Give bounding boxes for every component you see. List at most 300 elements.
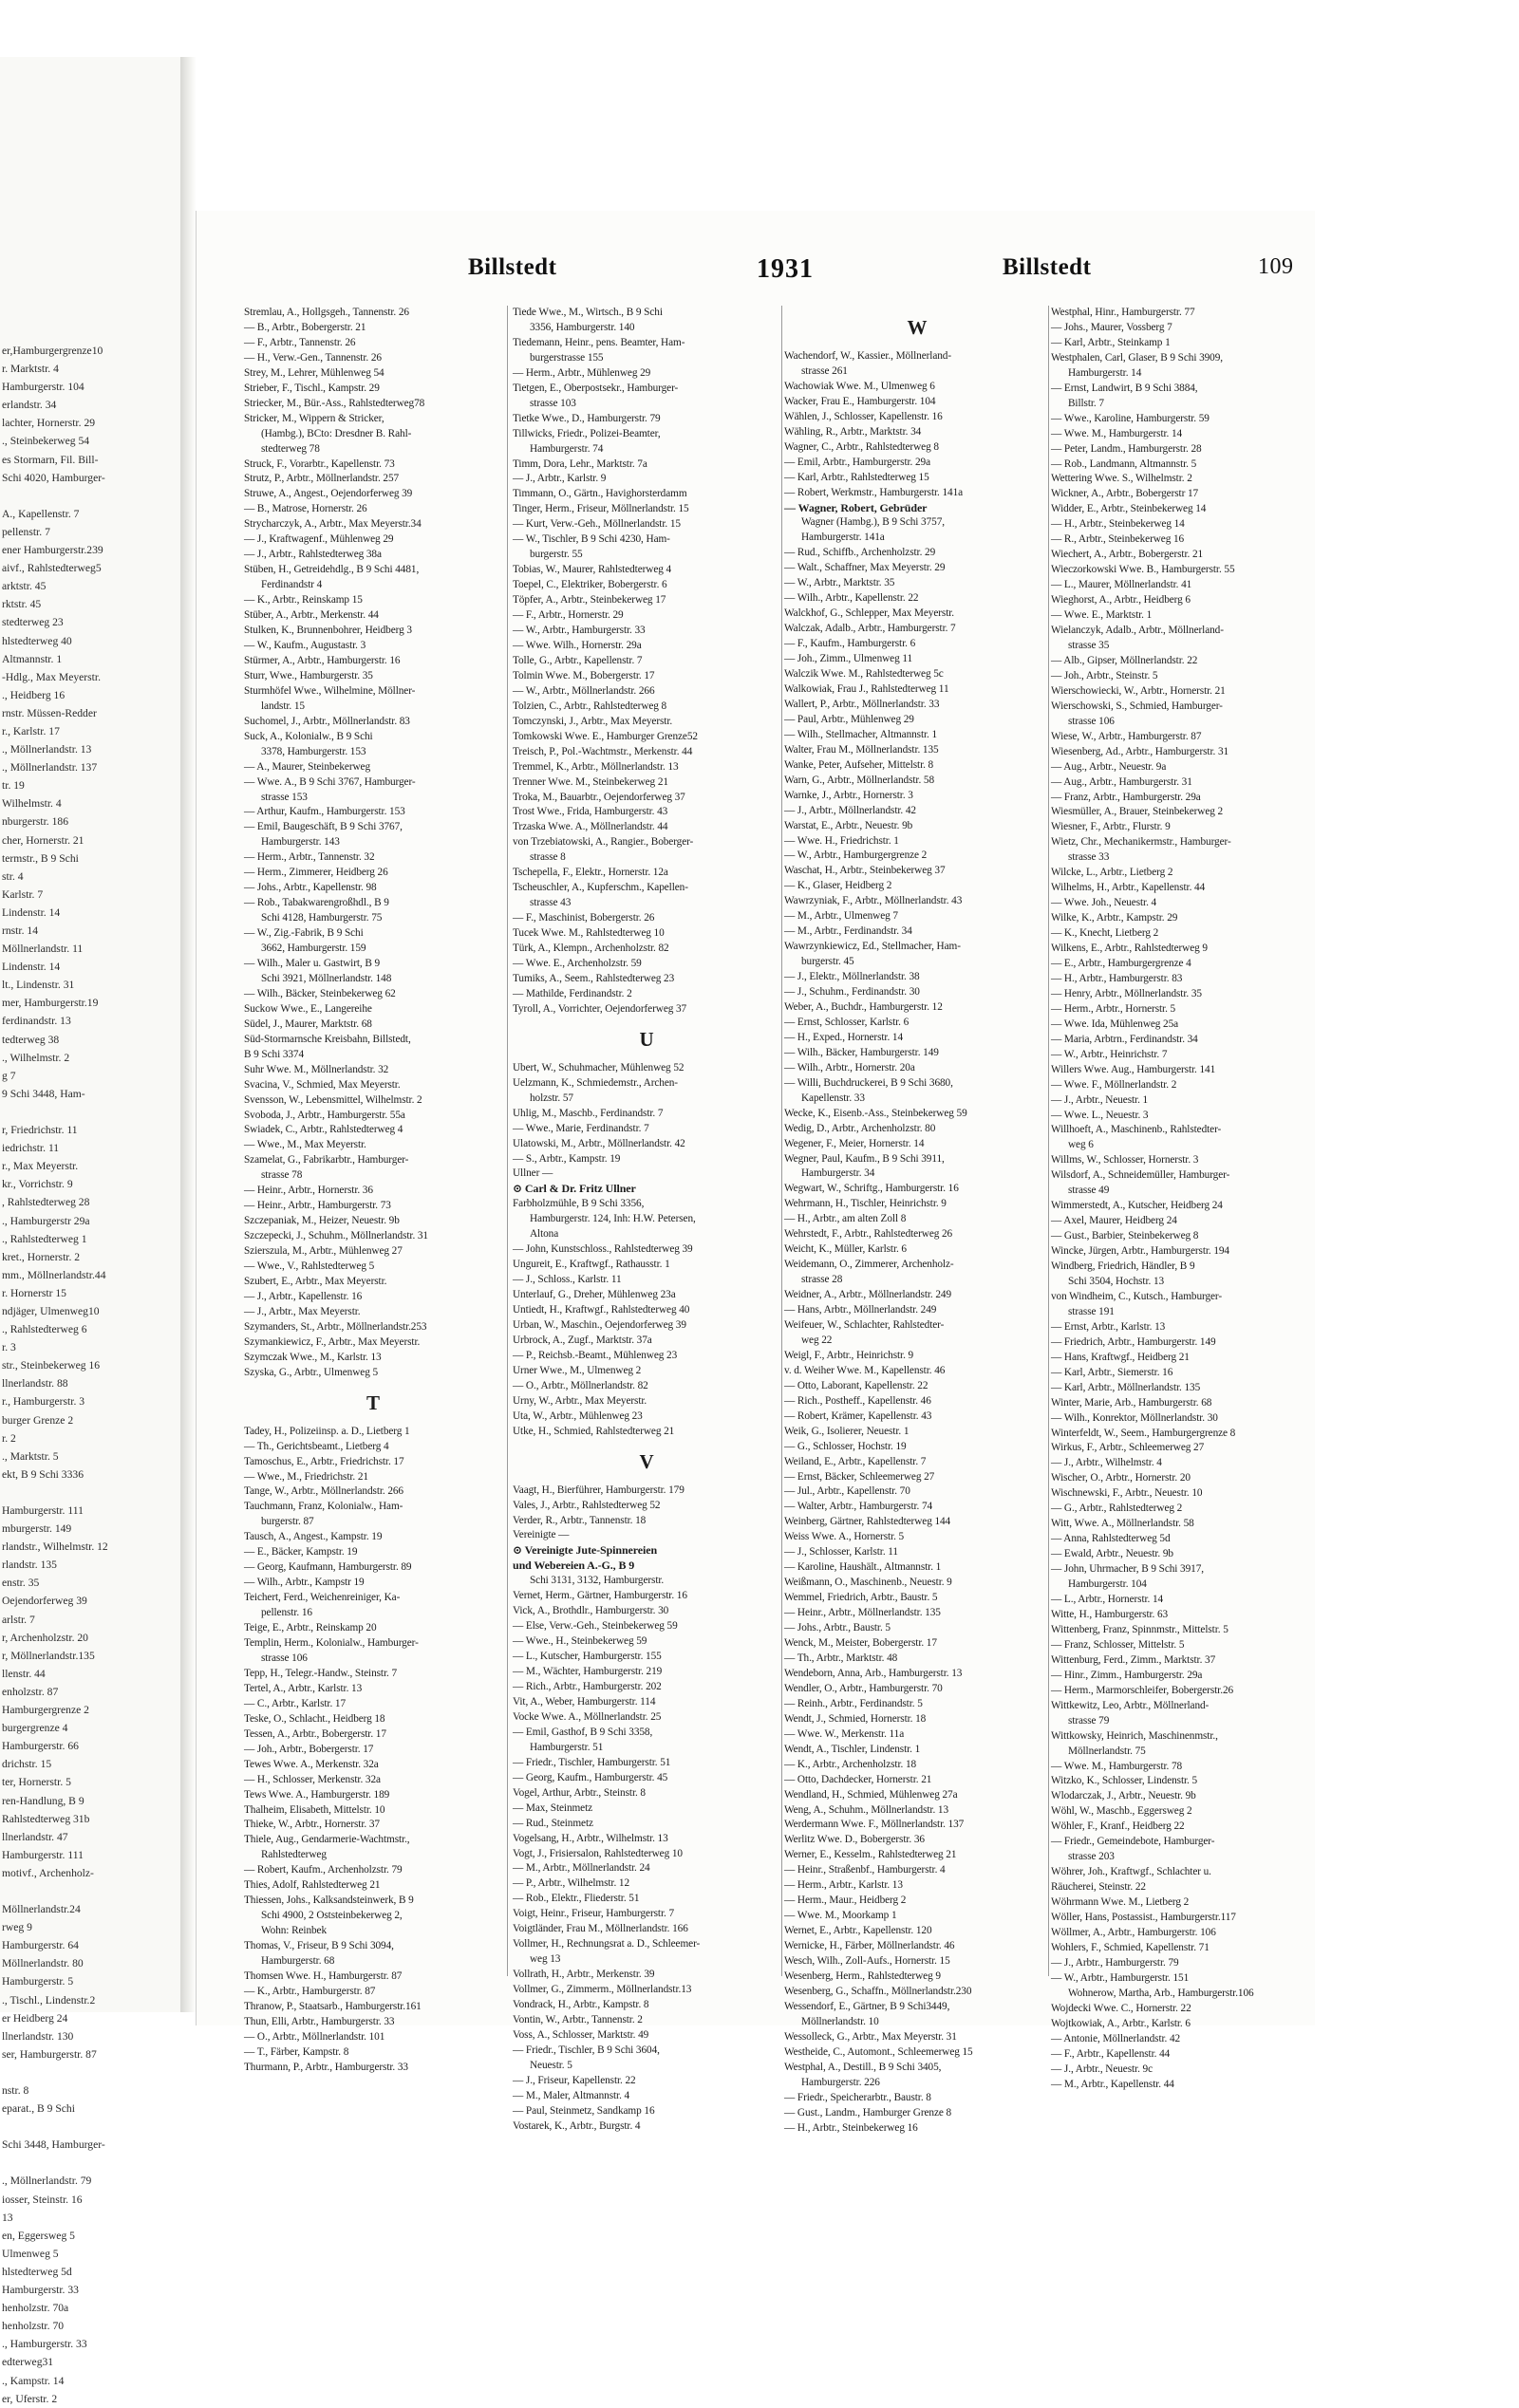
- directory-entry: — J., Arbtr., Karlstr. 9: [513, 473, 607, 485]
- directory-entry: Vollmer, G., Zimmerm., Möllnerlandstr.13: [513, 1984, 692, 1996]
- directory-entry: Wohlers, F., Schmied, Kapellenstr. 71: [1051, 1941, 1210, 1953]
- directory-entry: Hamburgerstr. 34: [801, 1167, 875, 1180]
- directory-entry: Trenner Wwe. M., Steinbekerweg 21: [513, 775, 668, 788]
- directory-entry: Wielanczyk, Adalb., Arbtr., Möllnerland-: [1051, 625, 1224, 637]
- directory-entry: Witzko, K., Schlosser, Lindenstr. 5: [1051, 1775, 1198, 1787]
- directory-entry: Hamburgerstr. 104: [1068, 1578, 1147, 1591]
- directory-entry: Hamburgerstr. 124, Inh: H.W. Petersen,: [530, 1213, 696, 1225]
- directory-entry: weg 13: [530, 1953, 561, 1966]
- page-number: 109: [1258, 254, 1294, 279]
- directory-entry: Tolmin Wwe. M., Bobergerstr. 17: [513, 669, 655, 681]
- directory-entry: Wendt, A., Tischler, Lindenstr. 1: [784, 1743, 921, 1755]
- directory-entry: — J., Friseur, Kapellenstr. 22: [513, 2074, 636, 2086]
- directory-entry: — Rob., Elektr., Fliederstr. 51: [513, 1893, 640, 1905]
- previous-page-line: nstr. 8: [2, 2084, 29, 2097]
- directory-entry: Tange, W., Arbtr., Möllnerlandstr. 266: [244, 1485, 403, 1498]
- previous-page-line: ., Wilhelmstr. 2: [2, 1051, 70, 1064]
- directory-entry: Werdermann Wwe. F., Möllnerlandstr. 137: [784, 1819, 965, 1831]
- directory-entry: Voss, A., Schlosser, Marktstr. 49: [513, 2028, 649, 2041]
- directory-entry: Tewes Wwe. A., Merkenstr. 32a: [244, 1758, 379, 1770]
- section-letter: W: [907, 316, 928, 339]
- directory-entry: Wiesmüller, A., Brauer, Steinbekerweg 2: [1051, 806, 1224, 818]
- directory-entry: pellenstr. 16: [261, 1607, 312, 1619]
- directory-entry: Altona: [530, 1228, 559, 1241]
- directory-entry: Suhr Wwe. M., Möllnerlandstr. 32: [244, 1063, 389, 1075]
- directory-entry: — Heinr., Arbtr., Hornerstr. 36: [244, 1185, 373, 1197]
- previous-page-line: ., Hamburgerstr. 33: [2, 2338, 87, 2351]
- directory-entry: Sturmhöfel Wwe., Wilhelmine, Möllner-: [244, 684, 416, 697]
- directory-entry: Wessendorf, E., Gärtner, B 9 Schi3449,: [784, 2000, 950, 2012]
- directory-entry: — B., Arbtr., Bobergerstr. 21: [244, 321, 366, 333]
- previous-page-line: kr., Vorrichstr. 9: [2, 1178, 73, 1191]
- directory-entry: strasse 191: [1068, 1305, 1115, 1317]
- directory-entry: Wohn: Reinbek: [261, 1925, 328, 1937]
- directory-entry: Wagner, C., Arbtr., Rahlstedterweg 8: [784, 440, 939, 453]
- previous-page-line: ., Steinbekerweg 54: [2, 435, 90, 448]
- directory-entry: Strutz, P., Arbtr., Möllnerlandstr. 257: [244, 473, 400, 485]
- previous-page-line: pellenstr. 7: [2, 525, 50, 538]
- directory-entry: — W., Arbtr., Hamburgergrenze 2: [784, 849, 928, 862]
- directory-entry: Vostarek, K., Arbtr., Burgstr. 4: [513, 2119, 641, 2132]
- previous-page-line: Möllnerlandstr.24: [2, 1903, 81, 1916]
- previous-page-line: cher, Hornerstr. 21: [2, 833, 84, 847]
- previous-page-line: [2, 2063, 175, 2081]
- previous-page-line: , Rahlstedterweg 28: [2, 1196, 90, 1209]
- previous-page-line: henholzstr. 70a: [2, 2302, 69, 2315]
- directory-entry: Vernet, Herm., Gärtner, Hamburgerstr. 16: [513, 1590, 687, 1602]
- directory-entry: Strycharczyk, A., Arbtr., Max Meyerstr.34: [244, 518, 422, 531]
- directory-entry: Szierszula, M., Arbtr., Mühlenweg 27: [244, 1245, 403, 1258]
- directory-entry: Westphal, Hinr., Hamburgerstr. 77: [1051, 307, 1195, 318]
- directory-entry: Tscheuschler, A., Kupferschm., Kapellen-: [513, 882, 688, 894]
- directory-entry: — Wwe. E., Marktstr. 1: [1051, 609, 1153, 622]
- directory-entry: Thun, Elli, Arbtr., Hamburgerstr. 33: [244, 2015, 395, 2027]
- directory-entry: Vontin, W., Arbtr., Tannenstr. 2: [513, 2013, 643, 2025]
- section-letter: V: [639, 1449, 654, 1473]
- directory-entry: Voigt, Heinr., Friseur, Hamburgerstr. 7: [513, 1908, 675, 1920]
- directory-entry: Wegener, F., Meier, Hornerstr. 14: [784, 1137, 925, 1149]
- directory-entry: strasse 106: [1068, 715, 1115, 727]
- directory-entry: — Ernst, Arbtr., Karlstr. 13: [1051, 1320, 1166, 1333]
- directory-entry: — Robert, Werkmstr., Hamburgerstr. 141a: [784, 486, 964, 498]
- directory-entry: Strey, M., Lehrer, Mühlenweg 54: [244, 366, 384, 379]
- directory-entry: Ferdinandstr 4: [261, 579, 323, 591]
- page-header-year: 1931: [757, 254, 814, 284]
- previous-page-line: r., Hamburgerstr. 3: [2, 1395, 85, 1409]
- directory-entry: — Wilh., Maler u. Gastwirt, B 9: [244, 957, 381, 969]
- directory-entry: Untiedt, H., Kraftwgf., Rahlstedterweg 40: [513, 1304, 690, 1316]
- directory-entry: Unterlauf, G., Dreher, Mühlenweg 23a: [513, 1289, 676, 1301]
- directory-entry: Ulatowski, M., Arbtr., Möllnerlandstr. 42: [513, 1137, 685, 1149]
- directory-entry: Szubert, E., Arbtr., Max Meyerstr.: [244, 1276, 387, 1287]
- section-letter: U: [639, 1027, 654, 1051]
- directory-entry: Stricker, M., Wippern & Stricker,: [244, 412, 384, 424]
- directory-entry: burgerstrasse 155: [530, 351, 604, 364]
- directory-entry: — Wwe. L., Neuestr. 3: [1051, 1109, 1149, 1121]
- directory-entry: — Herm., Arbtr., Karlstr. 13: [784, 1879, 903, 1892]
- directory-entry: strasse 103: [530, 397, 576, 409]
- directory-entry: Tepp, H., Telegr.-Handw., Steinstr. 7: [244, 1667, 398, 1679]
- previous-page-line: r, Archenholzstr. 20: [2, 1631, 88, 1644]
- directory-entry: — Georg, Kaufmann, Hamburgerstr. 89: [244, 1561, 412, 1574]
- directory-entry-highlight: und Webereien A.-G., B 9: [513, 1559, 635, 1573]
- previous-page-line: Möllnerlandstr. 80: [2, 1957, 84, 1970]
- directory-entry: Wilsdorf, A., Schneidemüller, Hamburger-: [1051, 1169, 1230, 1182]
- directory-entry: — John, Kunstschloss., Rahlstedterweg 39: [513, 1243, 693, 1256]
- directory-entry: Willhoeft, A., Maschinenb., Rahlstedter-: [1051, 1124, 1222, 1136]
- previous-page-line: er, Uferstr. 2: [2, 2392, 58, 2405]
- directory-entry: — Friedr., Gemeindebote, Hamburger-: [1051, 1836, 1215, 1848]
- directory-entry: — J., Kraftwagenf., Mühlenweg 29: [244, 533, 394, 546]
- directory-entry: Wilcke, L., Arbtr., Lietberg 2: [1051, 867, 1173, 879]
- directory-entry: — Robert, Krämer, Kapellenstr. 43: [784, 1409, 932, 1422]
- previous-page-line: mer, Hamburgerstr.19: [2, 997, 99, 1010]
- directory-entry: Windberg, Friedrich, Händler, B 9: [1051, 1260, 1195, 1273]
- previous-page-line: Hamburgerstr. 33: [2, 2284, 79, 2297]
- directory-entry: Strieber, F., Tischl., Kampstr. 29: [244, 382, 380, 394]
- directory-entry: — J., Schuhm., Ferdinandstr. 30: [784, 986, 920, 999]
- directory-entry: Thranow, P., Staatsarb., Hamburgerstr.161: [244, 2000, 422, 2012]
- previous-page-line: r. Marktstr. 4: [2, 363, 59, 376]
- directory-entry: Wöller, Hans, Postassist., Hamburgerstr.117: [1051, 1912, 1236, 1924]
- directory-entry: Willms, W., Schlosser, Hornerstr. 3: [1051, 1154, 1199, 1167]
- directory-entry: Wawrzyniak, F., Arbtr., Möllnerlandstr. 43: [784, 895, 963, 907]
- directory-entry: Thomas, V., Friseur, B 9 Schi 3094,: [244, 1940, 394, 1952]
- directory-entry: Wessolleck, G., Arbtr., Max Meyerstr. 31: [784, 2030, 957, 2043]
- directory-entry: strasse 153: [261, 791, 308, 803]
- directory-entry: Weigl, F., Arbtr., Heinrichstr. 9: [784, 1349, 914, 1361]
- directory-entry: Tucek Wwe. M., Rahlstedterweg 10: [513, 927, 665, 940]
- directory-entry: Wlodarczak, J., Arbtr., Neuestr. 9b: [1051, 1790, 1196, 1802]
- directory-entry: — Robert, Kaufm., Archenholzstr. 79: [244, 1864, 403, 1876]
- directory-entry: Tiedemann, Heinr., pens. Beamter, Ham-: [513, 336, 685, 348]
- previous-page-line: ser, Hamburgerstr. 87: [2, 2047, 97, 2061]
- directory-entry: burgerstr. 55: [530, 549, 583, 561]
- directory-entry: — Axel, Maurer, Heidberg 24: [1051, 1215, 1177, 1227]
- directory-entry: Wittenberg, Franz, Spinnmstr., Mittelstr. 5: [1051, 1623, 1228, 1635]
- directory-entry: — Franz, Schlosser, Mittelstr. 5: [1051, 1638, 1185, 1651]
- directory-entry: Utke, H., Schmied, Rahlstedterweg 21: [513, 1425, 675, 1437]
- directory-entry: Weifeuer, W., Schlachter, Rahlstedter-: [784, 1319, 945, 1331]
- directory-entry: — J., Arbtr., Kapellenstr. 16: [244, 1290, 363, 1302]
- directory-entry: Weinberg, Gärtner, Rahlstedterweg 144: [784, 1516, 951, 1528]
- directory-entry: Wierschowski, S., Schmied, Hamburger-: [1051, 700, 1223, 712]
- directory-entry: Thomsen Wwe. H., Hamburgerstr. 87: [244, 1969, 403, 1982]
- directory-entry: Toepel, C., Elektriker, Bobergerstr. 6: [513, 579, 667, 591]
- directory-entry: Thurmann, P., Arbtr., Hamburgerstr. 33: [244, 2061, 408, 2073]
- directory-entry: von Windheim, C., Kutsch., Hamburger-: [1051, 1290, 1223, 1302]
- directory-entry: Tomczynski, J., Arbtr., Max Meyerstr.: [513, 715, 673, 727]
- directory-entry: — Wwe. M., Hamburgerstr. 14: [1051, 427, 1183, 439]
- directory-entry: — Rich., Arbtr., Hamburgerstr. 202: [513, 1681, 662, 1693]
- directory-column-1: [244, 306, 502, 2073]
- directory-entry: — M., Maler, Altmannstr. 4: [513, 2089, 630, 2101]
- previous-page-line: kret., Hornerstr. 2: [2, 1250, 81, 1263]
- directory-entry: — G., Arbtr., Rahlstedterweg 2: [1051, 1503, 1183, 1515]
- directory-entry: Schi 3504, Hochstr. 13: [1068, 1276, 1165, 1287]
- directory-entry: — W., Kaufm., Augustastr. 3: [244, 639, 366, 651]
- directory-entry: Westheide, C., Automont., Schleemerweg 15: [784, 2045, 973, 2058]
- directory-entry: — M., Arbtr., Ferdinandstr. 34: [784, 925, 912, 938]
- directory-entry: Winter, Marie, Arb., Hamburgerstr. 68: [1051, 1396, 1212, 1409]
- directory-entry: — K., Arbtr., Reinskamp 15: [244, 594, 363, 607]
- directory-entry: Ullner —: [513, 1167, 553, 1180]
- previous-page-line: str. 4: [2, 869, 24, 883]
- previous-page-line: erlandstr. 34: [2, 399, 57, 412]
- directory-entry: — Georg, Kaufm., Hamburgerstr. 45: [513, 1771, 668, 1783]
- directory-entry: — Willi, Buchdruckerei, B 9 Schi 3680,: [784, 1076, 953, 1089]
- directory-entry: Wehrstedt, F., Arbtr., Rahlstedterweg 26: [784, 1228, 953, 1241]
- previous-page-line: llenstr. 44: [2, 1667, 46, 1680]
- directory-entry: Willers Wwe. Aug., Hamburgerstr. 141: [1051, 1063, 1216, 1075]
- previous-page-line: ren-Handlung, B 9: [2, 1794, 84, 1807]
- previous-page-line: er Heidberg 24: [2, 2011, 68, 2025]
- book-gutter: [180, 57, 196, 2012]
- directory-entry: — Wilh., Arbtr., Kampstr 19: [244, 1577, 365, 1589]
- directory-entry: Vollrath, H., Arbtr., Merkenstr. 39: [513, 1969, 655, 1981]
- directory-entry: Möllnerlandstr. 75: [1068, 1745, 1146, 1757]
- directory-entry: — Emil, Arbtr., Hamburgerstr. 29a: [784, 456, 931, 468]
- directory-entry: — Johs., Maurer, Vossberg 7: [1051, 321, 1172, 333]
- directory-entry: Trost Wwe., Frida, Hamburgerstr. 43: [513, 806, 668, 818]
- directory-entry: holzstr. 57: [530, 1092, 573, 1104]
- previous-page-line: Hamburgerstr. 66: [2, 1740, 79, 1753]
- directory-entry: Wöhrer, Joh., Kraftwgf., Schlachter u.: [1051, 1866, 1211, 1878]
- directory-entry: — O., Arbtr., Möllnerlandstr. 82: [513, 1379, 648, 1391]
- directory-entry: — Maria, Arbtrn., Ferdinandstr. 34: [1051, 1033, 1198, 1045]
- previous-page-line: rlandstr., Wilhelmstr. 12: [2, 1540, 108, 1554]
- previous-page-line: burger Grenze 2: [2, 1413, 74, 1427]
- directory-entry: — B., Matrose, Hornerstr. 26: [244, 503, 367, 515]
- directory-entry: Walczik Wwe. M., Rahlstedterweg 5c: [784, 668, 944, 681]
- directory-entry: — J., Arbtr., Wilhelmstr. 4: [1051, 1457, 1162, 1469]
- directory-entry: Wesenberg, Herm., Rahlstedterweg 9: [784, 1969, 941, 1982]
- directory-entry: Szymanders, St., Arbtr., Möllnerlandstr.253: [244, 1320, 427, 1333]
- previous-page-line: ferdinandstr. 13: [2, 1015, 71, 1028]
- directory-entry: — Wwe. Ida, Mühlenweg 25a: [1051, 1017, 1179, 1030]
- directory-entry: — Reinh., Arbtr., Ferdinandstr. 5: [784, 1697, 923, 1709]
- directory-entry: Wedig, D., Arbtr., Archenholzstr. 80: [784, 1122, 936, 1134]
- previous-page-line: llnerlandstr. 130: [2, 2029, 74, 2043]
- directory-entry: Tietke Wwe., D., Hamburgerstr. 79: [513, 412, 661, 424]
- previous-page-line: termstr., B 9 Schi: [2, 851, 79, 865]
- directory-entry: — Franz, Arbtr., Hamburgerstr. 29a: [1051, 791, 1201, 803]
- previous-page-line: r., Karlstr. 17: [2, 724, 60, 737]
- directory-entry: Striecker, M., Bür.-Ass., Rahlstedterweg78: [244, 397, 425, 409]
- directory-entry: — Antonie, Möllnerlandstr. 42: [1051, 2032, 1181, 2044]
- directory-entry: Wesch, Wilh., Zoll-Aufs., Hornerstr. 15: [784, 1955, 950, 1968]
- directory-entry: — W., Arbtr., Hamburgerstr. 33: [513, 625, 646, 637]
- previous-page-line: ekt, B 9 Schi 3336: [2, 1467, 84, 1481]
- directory-entry: Tolzien, C., Arbtr., Rahlstedterweg 8: [513, 700, 667, 712]
- previous-page-text: [2, 342, 175, 2408]
- directory-entry: Wehrmann, H., Tischler, Heinrichstr. 9: [784, 1198, 947, 1210]
- directory-entry: Wierschowiecki, W., Arbtr., Hornerstr. 21: [1051, 684, 1226, 697]
- directory-entry: — Wwe., H., Steinbekerweg 59: [513, 1635, 647, 1648]
- directory-entry: Wählen, J., Schlosser, Kapellenstr. 16: [784, 410, 943, 422]
- directory-entry-highlight: ⊙ Vereinigte Jute-Spinnereien: [513, 1543, 658, 1558]
- directory-entry: Wecke, K., Eisenb.-Ass., Steinbekerweg 59: [784, 1107, 967, 1119]
- directory-entry-highlight: ⊙ Carl & Dr. Fritz Ullner: [513, 1182, 636, 1196]
- directory-entry: weg 22: [801, 1334, 833, 1346]
- directory-entry: Wegner, Paul, Kaufm., B 9 Schi 3911,: [784, 1152, 945, 1165]
- directory-entry: — K., Glaser, Heidberg 2: [784, 880, 892, 892]
- directory-entry: Winterfeldt, W., Seem., Hamburgergrenze 8: [1051, 1427, 1236, 1439]
- directory-entry: — John, Uhrmacher, B 9 Schi 3917,: [1051, 1563, 1204, 1576]
- directory-entry: Vollmer, H., Rechnungsrat a. D., Schleemer-: [513, 1938, 701, 1951]
- directory-entry: — Jul., Arbtr., Kapellenstr. 70: [784, 1485, 910, 1498]
- previous-page-line: aivf., Rahlstedterweg5: [2, 562, 102, 575]
- directory-entry: — Heinr., Straßenbf., Hamburgerstr. 4: [784, 1864, 946, 1876]
- directory-entry: Hamburgerstr. 141a: [801, 532, 885, 544]
- directory-entry: — O., Arbtr., Möllnerlandstr. 101: [244, 2030, 385, 2043]
- previous-page-line: nburgerstr. 186: [2, 815, 68, 829]
- directory-entry: — Rob., Tabakwarengroßhdl., B 9: [244, 897, 389, 909]
- directory-entry: Wittenburg, Ferd., Zimm., Marktstr. 37: [1051, 1653, 1216, 1666]
- directory-entry: Tremmel, K., Arbtr., Möllnerlandstr. 13: [513, 760, 679, 773]
- directory-entry: Uhlig, M., Maschb., Ferdinandstr. 7: [513, 1107, 664, 1119]
- directory-entry: Weicht, K., Müller, Karlstr. 6: [784, 1243, 907, 1256]
- directory-entry: — H., Verw.-Gen., Tannenstr. 26: [244, 351, 382, 364]
- directory-entry: Stüber, A., Arbtr., Merkenstr. 44: [244, 609, 379, 622]
- directory-entry: — Wwe. A., B 9 Schi 3767, Hamburger-: [244, 775, 416, 788]
- directory-entry: Tiede Wwe., M., Wirtsch., B 9 Schi: [513, 307, 663, 318]
- previous-page-line: rnstr. Müssen-Redder: [2, 706, 97, 719]
- directory-entry: — Friedr., Speicherarbtr., Baustr. 8: [784, 2091, 931, 2103]
- previous-page-fragment: [0, 57, 182, 2405]
- previous-page-line: tr. 19: [2, 779, 25, 793]
- directory-entry: Wegwart, W., Schriftg., Hamburgerstr. 16: [784, 1183, 959, 1195]
- directory-entry: Wiesner, F., Arbtr., Flurstr. 9: [1051, 821, 1171, 833]
- previous-page-line: rweg 9: [2, 1921, 32, 1934]
- directory-entry: Schi 3131, 3132, Hamburgerstr.: [530, 1575, 665, 1587]
- directory-entry: Wenck, M., Meister, Bobergerstr. 17: [784, 1637, 937, 1650]
- directory-entry: Thalheim, Elisabeth, Mittelstr. 10: [244, 1803, 385, 1816]
- previous-page-line: enholzstr. 87: [2, 1685, 59, 1698]
- directory-entry: Weidner, A., Arbtr., Möllnerlandstr. 249: [784, 1289, 951, 1301]
- previous-page-line: rlandstr. 135: [2, 1559, 57, 1572]
- directory-entry: — Alb., Gipser, Möllnerlandstr. 22: [1051, 654, 1198, 666]
- directory-entry: Widder, E., Arbtr., Steinbekerweg 14: [1051, 503, 1207, 515]
- directory-entry: — J., Schlosser, Karlstr. 11: [784, 1546, 898, 1559]
- directory-entry: — Wwe. W., Merkenstr. 11a: [784, 1727, 905, 1740]
- directory-entry: Südel, J., Maurer, Marktstr. 68: [244, 1017, 372, 1030]
- directory-entry: Stremlau, A., Hollgsgeh., Tannenstr. 26: [244, 307, 409, 318]
- directory-entry: 3378, Hamburgerstr. 153: [261, 745, 366, 757]
- previous-page-line: 13: [2, 2211, 13, 2224]
- directory-entry: — Anna, Rahlstedterweg 5d: [1051, 1533, 1171, 1545]
- directory-entry: strasse 49: [1068, 1185, 1110, 1197]
- directory-entry: — W., Arbtr., Möllnerlandstr. 266: [513, 684, 655, 697]
- directory-entry: Templin, Herm., Kolonialw., Hamburger-: [244, 1637, 419, 1650]
- previous-page-line: ., Möllnerlandstr. 13: [2, 743, 92, 756]
- directory-entry: Weber, A., Buchdr., Hamburgerstr. 12: [784, 1000, 943, 1013]
- directory-entry: Wojdecki Wwe. C., Hornerstr. 22: [1051, 2002, 1191, 2014]
- previous-page-line: ndjäger, Ulmenweg10: [2, 1304, 100, 1317]
- directory-entry: — Arthur, Kaufm., Hamburgerstr. 153: [244, 806, 405, 818]
- directory-entry: — Th., Gerichtsbeamt., Lietberg 4: [244, 1440, 389, 1452]
- previous-page-line: A., Kapellenstr. 7: [2, 507, 80, 520]
- directory-entry: — Herm., Marmorschleifer, Bobergerstr.26: [1051, 1684, 1234, 1696]
- directory-entry: Thiele, Aug., Gendarmerie-Wachtmstr.,: [244, 1834, 410, 1846]
- previous-page-line: Schi 4020, Hamburger-: [2, 471, 105, 484]
- previous-page-line: ., Kampstr. 14: [2, 2374, 65, 2387]
- previous-page-line: Karlstr. 7: [2, 887, 44, 901]
- directory-entry: Uelzmann, K., Schmiedemstr., Archen-: [513, 1076, 678, 1089]
- directory-entry: — Walt., Schaffner, Max Meyerstr. 29: [784, 562, 946, 574]
- previous-page-line: hlstedterweg 40: [2, 634, 72, 647]
- previous-page-line: Hamburgergrenze 2: [2, 1704, 89, 1717]
- directory-entry: Vocke Wwe. A., Möllnerlandstr. 25: [513, 1710, 662, 1723]
- directory-entry: — J., Arbtr., Möllnerlandstr. 42: [784, 804, 916, 816]
- directory-entry: — Wwe. E., Archenholzstr. 59: [513, 957, 642, 969]
- directory-entry: Teske, O., Schlacht., Heidberg 18: [244, 1712, 385, 1725]
- directory-entry: Vondrack, H., Arbtr., Kampstr. 8: [513, 1999, 649, 2011]
- directory-entry: Tumiks, A., Seem., Rahlstedterweg 23: [513, 972, 675, 984]
- directory-entry: Weiland, E., Arbtr., Kapellenstr. 7: [784, 1455, 927, 1467]
- previous-page-line: henholzstr. 70: [2, 2320, 65, 2333]
- previous-page-line: ., Möllnerlandstr. 137: [2, 761, 98, 775]
- previous-page-line: r. 3: [2, 1341, 16, 1354]
- directory-entry: — Wwe. F., Möllnerlandstr. 2: [1051, 1078, 1177, 1091]
- directory-entry: burgerstr. 87: [261, 1516, 314, 1528]
- directory-entry: Wojtkowiak, A., Arbtr., Karlstr. 6: [1051, 2017, 1191, 2029]
- directory-entry: von Trzebiatowski, A., Rangier., Boberger-: [513, 836, 694, 849]
- directory-entry: Troka, M., Bauarbtr., Oejendorferweg 37: [513, 791, 685, 803]
- column-rule: [1048, 306, 1049, 1976]
- directory-entry: Wendeborn, Anna, Arb., Hamburgerstr. 13: [784, 1667, 963, 1679]
- directory-entry: Weng, A., Schuhm., Möllnerlandstr. 13: [784, 1803, 948, 1816]
- directory-entry: stedterweg 78: [261, 442, 320, 455]
- previous-page-line: r., Max Meyerstr.: [2, 1160, 79, 1173]
- previous-page-line: edterweg31: [2, 2356, 54, 2369]
- directory-entry-highlight: — Wagner, Robert, Gebrüder: [784, 500, 928, 514]
- directory-entry: Wesenberg, G., Schaffn., Möllnerlandstr.230: [784, 1985, 972, 1997]
- directory-entry: — Joh., Arbtr., Steinstr. 5: [1051, 669, 1158, 681]
- previous-page-line: iosser, Steinstr. 16: [2, 2193, 83, 2206]
- previous-page-line: [2, 1484, 175, 1502]
- previous-page-line: arlstr. 7: [2, 1613, 35, 1626]
- directory-entry: Neuestr. 5: [530, 2059, 572, 2071]
- directory-entry: Türk, A., Klempn., Archenholzstr. 82: [513, 943, 669, 955]
- directory-entry: — Mathilde, Ferdinandstr. 2: [513, 987, 632, 999]
- directory-entry: Urner Wwe., M., Ulmenweg 2: [513, 1364, 642, 1376]
- directory-entry: — Rob., Landmann, Altmannstr. 5: [1051, 457, 1197, 470]
- directory-entry: Walckhof, G., Schlepper, Max Meyerstr.: [784, 607, 954, 620]
- previous-page-line: ener Hamburgerstr.239: [2, 544, 103, 557]
- directory-entry: — Herm., Arbtr., Hornerstr. 5: [1051, 1002, 1176, 1015]
- directory-entry: — Johs., Arbtr., Kapellenstr. 98: [244, 882, 377, 894]
- directory-entry: Wöhl, W., Maschb., Eggersweg 2: [1051, 1805, 1192, 1818]
- directory-entry: — Wwe. M., Moorkamp 1: [784, 1910, 897, 1922]
- directory-entry: — Joh., Zimm., Ulmenweg 11: [784, 653, 913, 665]
- directory-entry: Tobias, W., Maurer, Rahlstedterweg 4: [513, 564, 672, 576]
- previous-page-line: hlstedterweg 5d: [2, 2265, 72, 2278]
- directory-entry: strasse 28: [801, 1274, 843, 1286]
- directory-entry: — Ewald, Arbtr., Neuestr. 9b: [1051, 1548, 1173, 1560]
- previous-page-line: Wilhelmstr. 4: [2, 797, 62, 811]
- previous-page-line: rnstr. 14: [2, 924, 39, 937]
- directory-entry: Möllnerlandstr. 10: [801, 2015, 879, 2027]
- previous-page-line: [2, 1882, 175, 1900]
- previous-page-line: Hamburgerstr. 104: [2, 381, 84, 394]
- directory-entry: Tschepella, F., Elektr., Hornerstr. 12a: [513, 867, 668, 879]
- directory-entry: — Wilh., Bäcker, Steinbekerweg 62: [244, 987, 396, 999]
- directory-entry: Thieke, W., Arbtr., Hornerstr. 37: [244, 1819, 380, 1831]
- page-header-right: Billstedt: [1003, 254, 1092, 280]
- directory-entry: — Ernst, Schlosser, Karlstr. 6: [784, 1016, 910, 1028]
- directory-entry: Wendt, J., Schmied, Hornerstr. 18: [784, 1712, 927, 1725]
